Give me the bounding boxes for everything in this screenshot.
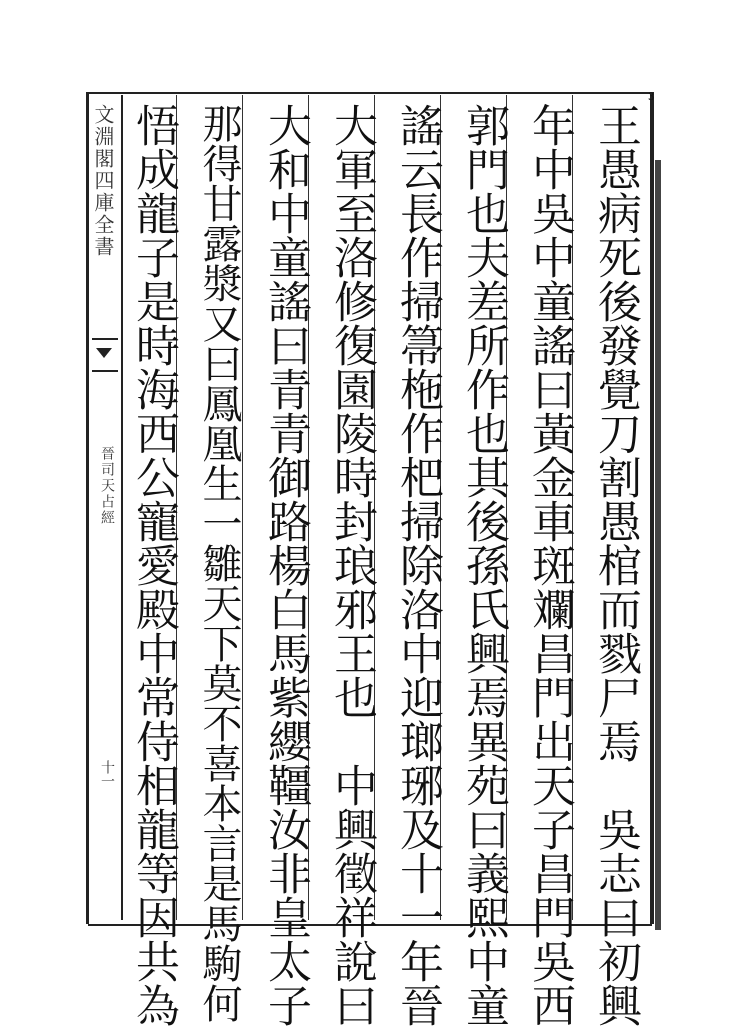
fish-tail-mark-icon — [92, 338, 118, 372]
text-column-8: 悟成龍子是時海西公寵愛殿中常侍相龍等因共為 — [128, 103, 179, 1027]
margin-book-title: 晉司天占經 — [99, 446, 115, 526]
text-column-2: 年中吳中童謠曰黃金車斑斕昌門出天子昌門吳西 — [524, 103, 575, 1027]
page-mark: 3 — [648, 92, 655, 103]
text-column-7: 那得甘露漿又曰鳳凰生一雛天下莫不喜本言是馬駒何 — [196, 103, 242, 1023]
text-column-6: 大和中童謠曰青青御路楊白馬紫纓韁汝非皇太子 — [260, 103, 311, 1027]
text-column-3: 郭門也夫差所作也其後孫氏興焉異苑曰義熙中童 — [458, 103, 509, 1027]
text-column-5: 大軍至洛修復園陵時封琅邪王也 中興徵祥說曰 — [326, 103, 377, 1027]
margin-title: 文淵閣四庫全書 — [91, 104, 115, 258]
binding-shadow — [655, 160, 661, 930]
text-column-1: 王愚病死後發覺刀割愚棺而戮尸焉 吳志曰初興 — [590, 103, 641, 1027]
frame-right-border — [650, 92, 654, 924]
text-column-4: 謠云長作掃箒柂作杷掃除洛中迎瑯琊及十一年晉 — [392, 103, 443, 1027]
margin-page-number: 十一 — [99, 760, 115, 788]
